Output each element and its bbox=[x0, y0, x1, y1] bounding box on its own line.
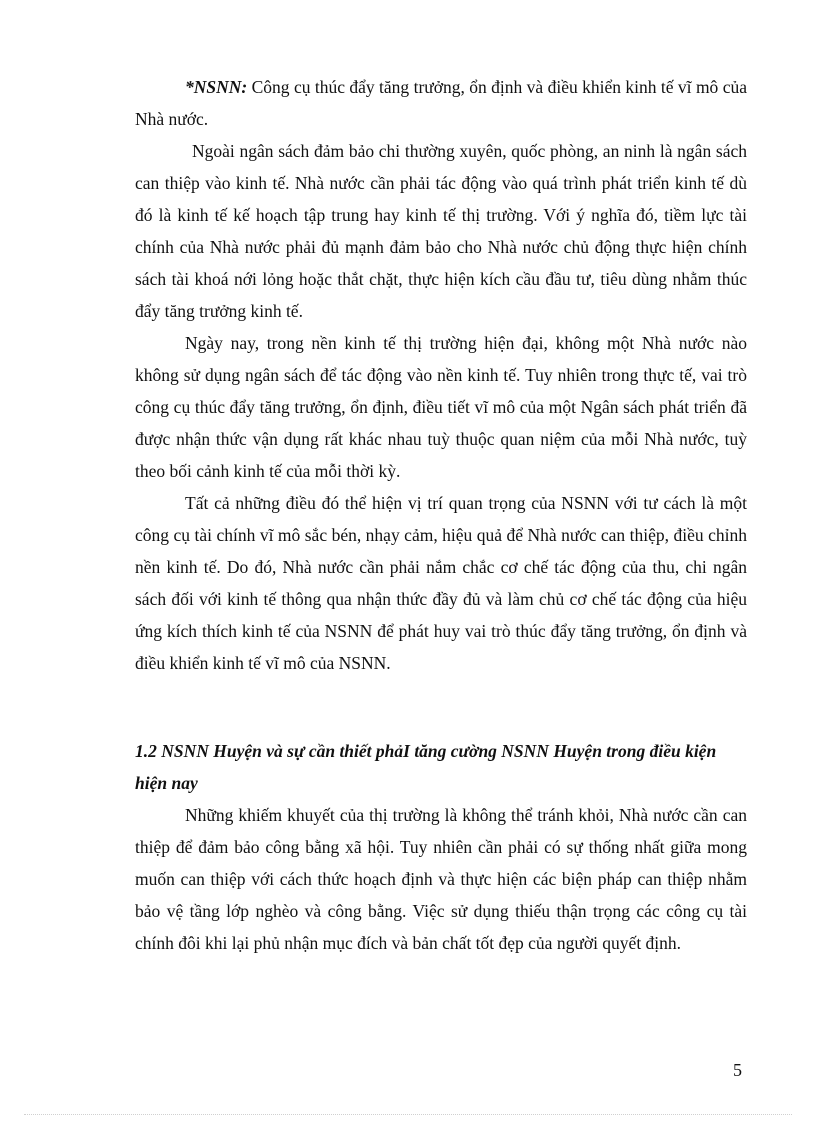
intro-lead: *NSNN: bbox=[185, 77, 248, 97]
paragraph-2: Ngày nay, trong nền kinh tế thị trường hiện đại, không một Nhà nước nào không sử dụng ngân sách để tác động vào nền kinh tế. Tuy nhiên trong thực tế, vai trò công cụ thúc đẩy tăng trưởng, ổn định, điều tiết vĩ mô của một Ngân sách phát triển đã được nhận thức vận dụng rất khác nhau tuỳ thuộc quan niệm của mỗi Nhà nước, tuỳ theo bối cảnh kinh tế của mỗi thời kỳ. bbox=[135, 333, 747, 481]
page-number: 5 bbox=[733, 1060, 742, 1080]
section-block bbox=[135, 735, 747, 959]
intro-paragraph bbox=[135, 71, 747, 135]
section-heading: 1.2 NSNN Huyện và sự cần thiết phảI tăng cường NSNN Huyện trong điều kiện hiện nay bbox=[135, 741, 717, 793]
intro-text: Công cụ thúc đẩy tăng trưởng, ổn định và điều khiển kinh tế vĩ mô của Nhà nước. bbox=[135, 77, 747, 129]
section-paragraph: Những khiếm khuyết của thị trường là không thể tránh khỏi, Nhà nước cần can thiệp để đảm bảo công bằng xã hội. Tuy nhiên cần phải có sự thống nhất giữa mong muốn can thiệp với cách thức hoạch định và thực hiện các biện pháp can thiệp nhằm bảo vệ tầng lớp nghèo và công bằng. Việc sử dụng thiếu thận trọng các công cụ tài chính đôi khi lại phủ nhận mục đích và bản chất tốt đẹp của người quyết định. bbox=[135, 805, 747, 953]
body-text-upper bbox=[135, 71, 747, 679]
paragraph-1: Ngoài ngân sách đảm bảo chi thường xuyên, quốc phòng, an ninh là ngân sách can thiệp vào kinh tế. Nhà nước cần phải tác động vào quá trình phát triển kinh tế dù đó là kinh tế kế hoạch tập trung hay kinh tế thị trường. Với ý nghĩa đó, tiềm lực tài chính của Nhà nước phải đủ mạnh đảm bảo cho Nhà nước chủ động thực hiện chính sách tài khoá nới lỏng hoặc thắt chặt, thực hiện kích cầu đầu tư, tiêu dùng nhằm thúc đẩy tăng trưởng kinh tế. bbox=[135, 141, 747, 321]
page-divider bbox=[24, 1114, 792, 1115]
paragraph-3: Tất cả những điều đó thể hiện vị trí quan trọng của NSNN với tư cách là một công cụ tài chính vĩ mô sắc bén, nhạy cảm, hiệu quả để Nhà nước can thiệp, điều chỉnh nền kinh tế. Do đó, Nhà nước cần phải nắm chắc cơ chế tác động của thu, chi ngân sách đối với kinh tế thông qua nhận thức đầy đủ và làm chủ cơ chế tác động của hiệu ứng kích thích kinh tế của NSNN để phát huy vai trò thúc đẩy tăng trưởng, ổn định và điều khiển kinh tế vĩ mô của NSNN. bbox=[135, 493, 747, 673]
